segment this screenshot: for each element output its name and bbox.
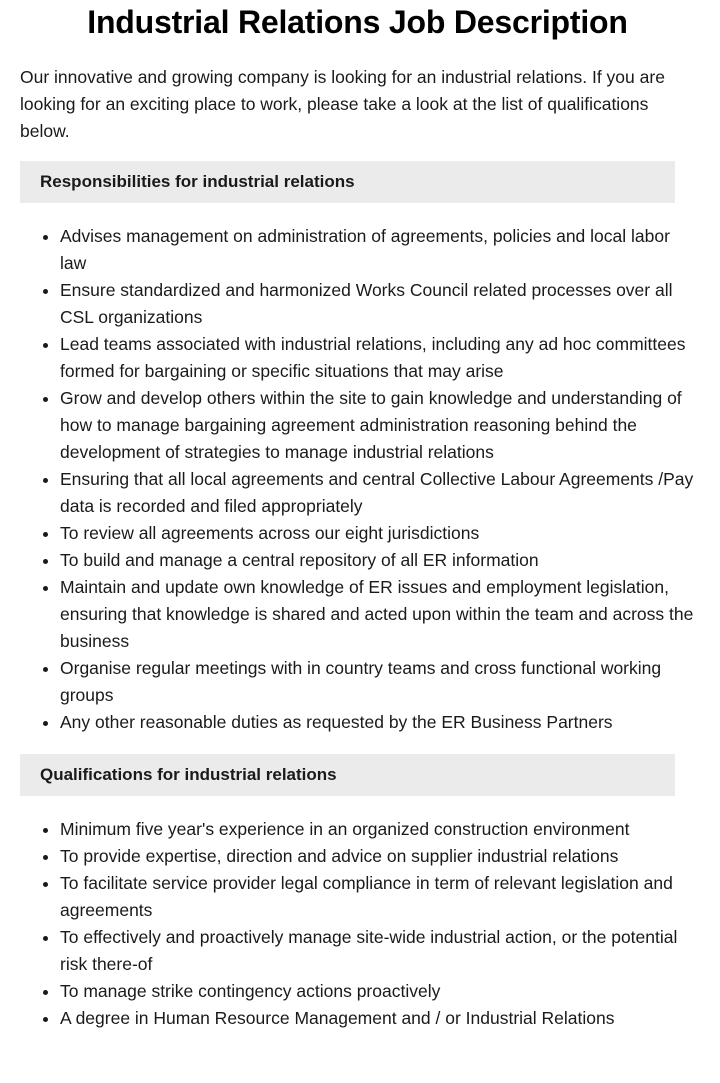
list-item: • To facilitate service provider legal compliance in term of relevant legislation and agreements bbox=[60, 870, 695, 924]
list-item: • Organise regular meetings with in country teams and cross functional working groups bbox=[60, 655, 695, 709]
qualifications-heading: Qualifications for industrial relations bbox=[20, 754, 675, 796]
list-item: • To build and manage a central repository of all ER information bbox=[60, 547, 695, 574]
list-item: • To effectively and proactively manage site-wide industrial action, or the potential risk there-of bbox=[60, 924, 695, 978]
list-item: • Lead teams associated with industrial relations, including any ad hoc committees formed for bargaining or specific situations that may arise bbox=[60, 331, 695, 385]
list-item: • To manage strike contingency actions proactively bbox=[60, 978, 695, 1005]
list-item: • Advises management on administration of agreements, policies and local labor law bbox=[60, 223, 695, 277]
list-item: • Ensure standardized and harmonized Works Council related processes over all CSL organizations bbox=[60, 277, 695, 331]
list-item: • Maintain and update own knowledge of ER issues and employment legislation, ensuring that knowledge is shared and acted upon within the team and across the business bbox=[60, 574, 695, 655]
list-item: • Grow and develop others within the site to gain knowledge and understanding of how to manage bargaining agreement administration reasoning behind the development of strategies to manage industrial relations bbox=[60, 385, 695, 466]
list-item: • Ensuring that all local agreements and central Collective Labour Agreements /Pay data is recorded and filed appropriately bbox=[60, 466, 695, 520]
intro-paragraph: Our innovative and growing company is looking for an industrial relations. If you are looking for an exciting place to work, please take a look at the list of qualifications below. bbox=[20, 67, 665, 141]
qualifications-list bbox=[20, 816, 695, 1032]
list-item: • A degree in Human Resource Management and / or Industrial Relations bbox=[60, 1005, 695, 1032]
list-item: • Any other reasonable duties as requested by the ER Business Partners bbox=[60, 709, 695, 736]
list-item: • To review all agreements across our eight jurisdictions bbox=[60, 520, 695, 547]
list-item: • Minimum five year's experience in an organized construction environment bbox=[60, 816, 695, 843]
responsibilities-heading: Responsibilities for industrial relations bbox=[20, 161, 675, 203]
page-title: Industrial Relations Job Description bbox=[87, 4, 628, 40]
responsibilities-list bbox=[20, 223, 695, 736]
list-item: • To provide expertise, direction and advice on supplier industrial relations bbox=[60, 843, 695, 870]
